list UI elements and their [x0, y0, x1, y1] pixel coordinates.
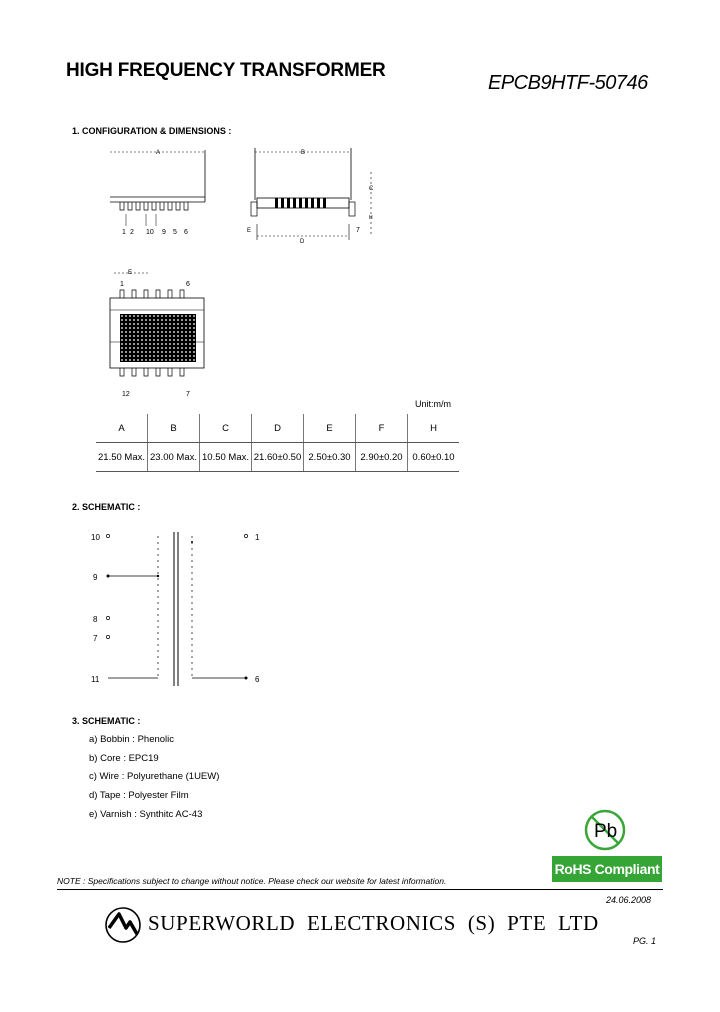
part-number: EPCB9HTF-50746: [488, 72, 648, 94]
side-dim-h: H: [369, 215, 373, 221]
page-number: PG. 1: [633, 936, 657, 946]
front-pin-label: 6: [184, 229, 188, 236]
section-2-heading: 2. SCHEMATIC :: [72, 502, 141, 512]
document-title: HIGH FREQUENCY TRANSFORMER: [66, 60, 386, 81]
document-date: 24.06.2008: [606, 895, 652, 905]
company-name: SUPERWORLD ELECTRONICS (S) PTE LTD: [148, 911, 599, 935]
superworld-logo-icon: [104, 906, 142, 944]
section-1-heading: 1. CONFIGURATION & DIMENSIONS :: [72, 126, 232, 136]
side-dim-e: E: [247, 228, 252, 234]
top-pin-label: 6: [186, 281, 190, 288]
front-pin-label: 5: [173, 229, 177, 236]
front-pin-label: 2: [130, 229, 134, 236]
front-pin-label: 1: [122, 229, 126, 236]
material-item: e) Varnish : Synthitc AC-43: [89, 809, 203, 820]
table-cell: 0.60±0.10: [408, 443, 460, 472]
section-3-heading: 3. SCHEMATIC :: [72, 716, 141, 726]
pb-symbol: Pb: [594, 821, 618, 842]
dimensions-table: [96, 414, 459, 472]
unit-label: Unit:m/m: [415, 399, 451, 409]
front-view-drawing: [100, 142, 215, 242]
schematic-pin-label: 11: [91, 675, 100, 684]
front-pin-label: 10: [146, 229, 154, 236]
material-item: a) Bobbin : Phenolic: [89, 734, 175, 745]
table-header-cell: B: [148, 414, 200, 443]
table-cell: 10.50 Max.: [200, 443, 252, 472]
table-header-cell: A: [96, 414, 148, 443]
table-cell: 2.50±0.30: [304, 443, 356, 472]
table-cell: 21.60±0.50: [252, 443, 304, 472]
footer-note: NOTE : Specifications subject to change without notice. Please check our website for latest information.: [57, 876, 447, 886]
top-pin-label: 7: [186, 391, 190, 398]
side-dim-c: C: [369, 186, 374, 192]
top-dim-e: E: [128, 270, 133, 276]
table-header-cell: D: [252, 414, 304, 443]
table-value-row: [96, 443, 459, 472]
table-header-cell: F: [356, 414, 408, 443]
material-item: d) Tape : Polyester Film: [89, 790, 189, 801]
table-header-cell: C: [200, 414, 252, 443]
table-cell: 23.00 Max.: [148, 443, 200, 472]
schematic-pin-label: 9: [93, 573, 98, 582]
material-item: b) Core : EPC19: [89, 753, 159, 764]
side-view-drawing: [243, 142, 383, 247]
material-item: c) Wire : Polyurethane (1UEW): [89, 771, 220, 782]
front-pin-label: 9: [162, 229, 166, 236]
table-cell: 2.90±0.20: [356, 443, 408, 472]
table-header-cell: H: [408, 414, 460, 443]
top-pin-label: 12: [122, 391, 130, 398]
table-cell: 21.50 Max.: [96, 443, 148, 472]
top-view-drawing: [100, 262, 215, 404]
rohs-compliant-badge: RoHS Compliant: [552, 856, 662, 882]
side-dim-d: D: [300, 239, 305, 245]
side-dim-b: B: [301, 150, 306, 156]
footer-divider: [57, 889, 663, 890]
table-header-cell: E: [304, 414, 356, 443]
top-pin-label: 1: [120, 281, 124, 288]
lead-free-icon: [582, 808, 628, 852]
schematic-pin-label: 1: [255, 533, 260, 542]
schematic-pin-label: 10: [91, 533, 100, 542]
schematic-pin-label: 7: [93, 634, 98, 643]
front-dim-label: A: [156, 150, 161, 156]
schematic-diagram: [88, 528, 273, 690]
schematic-pin-label: 8: [93, 615, 98, 624]
table-header-row: [96, 414, 459, 443]
side-pin-label: 7: [356, 227, 360, 234]
schematic-pin-label: 6: [255, 675, 260, 684]
